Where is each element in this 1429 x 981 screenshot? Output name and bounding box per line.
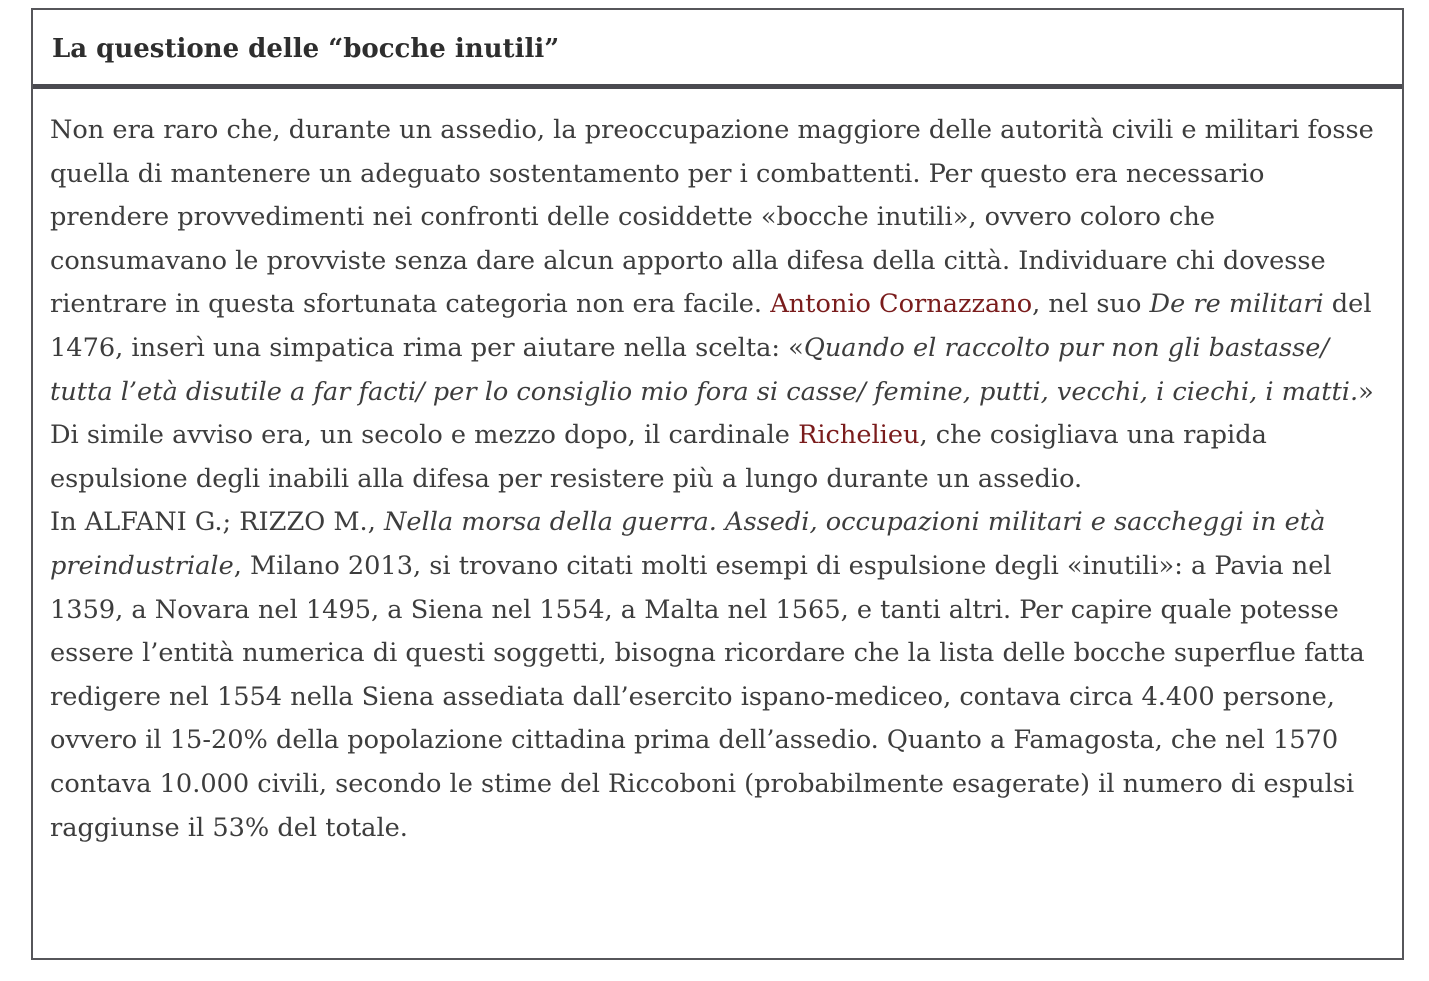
paragraph-1 [50, 109, 1382, 414]
paragraph-3-text-1: In ALFANI G.; RIZZO M., [50, 507, 384, 538]
info-box [31, 8, 1404, 960]
rhyme-quote: Quando el raccolto pur non gli bastasse/ tutta l’età disutile a far facti/ per lo consiglio mio fora si casse/ femine, putti, vecchi, i ciechi, i matti. [50, 332, 1359, 407]
paragraph-1-text-2: , nel suo [1032, 289, 1150, 320]
box-body [33, 89, 1402, 850]
paragraph-1-text-1: Non era raro che, durante un assedio, la preoccupazione maggiore delle autorità civili e militari fosse quella di mantenere un adeguato sostentamento per i combattenti. Per questo era necessario prendere provvedimenti nei confronti delle cosiddette «bocche inutili», ovvero coloro che consumavano le provviste senza dare alcun apporto alla difesa della città. Individuare chi dovesse rientrare in questa sfortunata categoria non era facile. [50, 115, 1374, 320]
box-header [33, 10, 1402, 89]
paragraph-2 [50, 414, 1382, 501]
book-title: Nella morsa della guerra. Assedi, occupazioni militari e saccheggi in età preindustriale [50, 507, 1326, 581]
paragraph-3 [50, 501, 1382, 850]
link-richelieu[interactable]: Richelieu [798, 420, 920, 451]
paragraph-2-text-2: , che cosigliava una rapida espulsione degli inabili alla difesa per resistere più a lungo durante un assedio. [50, 420, 1267, 494]
paragraph-1-text-3: del 1476, inserì una simpatica rima per aiutare nella scelta: « [50, 289, 1372, 363]
work-title: De re militari [1149, 289, 1324, 320]
link-antonio-cornazzano[interactable]: Antonio Cornazzano [770, 289, 1033, 320]
paragraph-1-text-4: » [1358, 376, 1374, 407]
box-title: La questione delle “bocche inutili” [52, 34, 560, 64]
paragraph-2-text-1: Di simile avviso era, un secolo e mezzo dopo, il cardinale [50, 420, 799, 451]
paragraph-3-text-2: , Milano 2013, si trovano citati molti esempi di espulsione degli «inutili»: a Pavia nel 1359, a Novara nel 1495, a Siena nel 1554, a Malta nel 1565, e tanti altri. Per capire quale potesse essere l’entità numerica di questi soggetti, bisogna ricordare che la lista delle bocche superflue fatta redigere nel 1554 nella Siena assediata dall’esercito ispano-mediceo, contava circa 4.400 persone, ovvero il 15-20% della popolazione cittadina prima dell’assedio. Quanto a Famagosta, che nel 1570 contava 10.000 civili, secondo le stime del Riccoboni (probabilmente esagerate) il numero di espulsi raggiunse il 53% del totale. [50, 550, 1365, 843]
